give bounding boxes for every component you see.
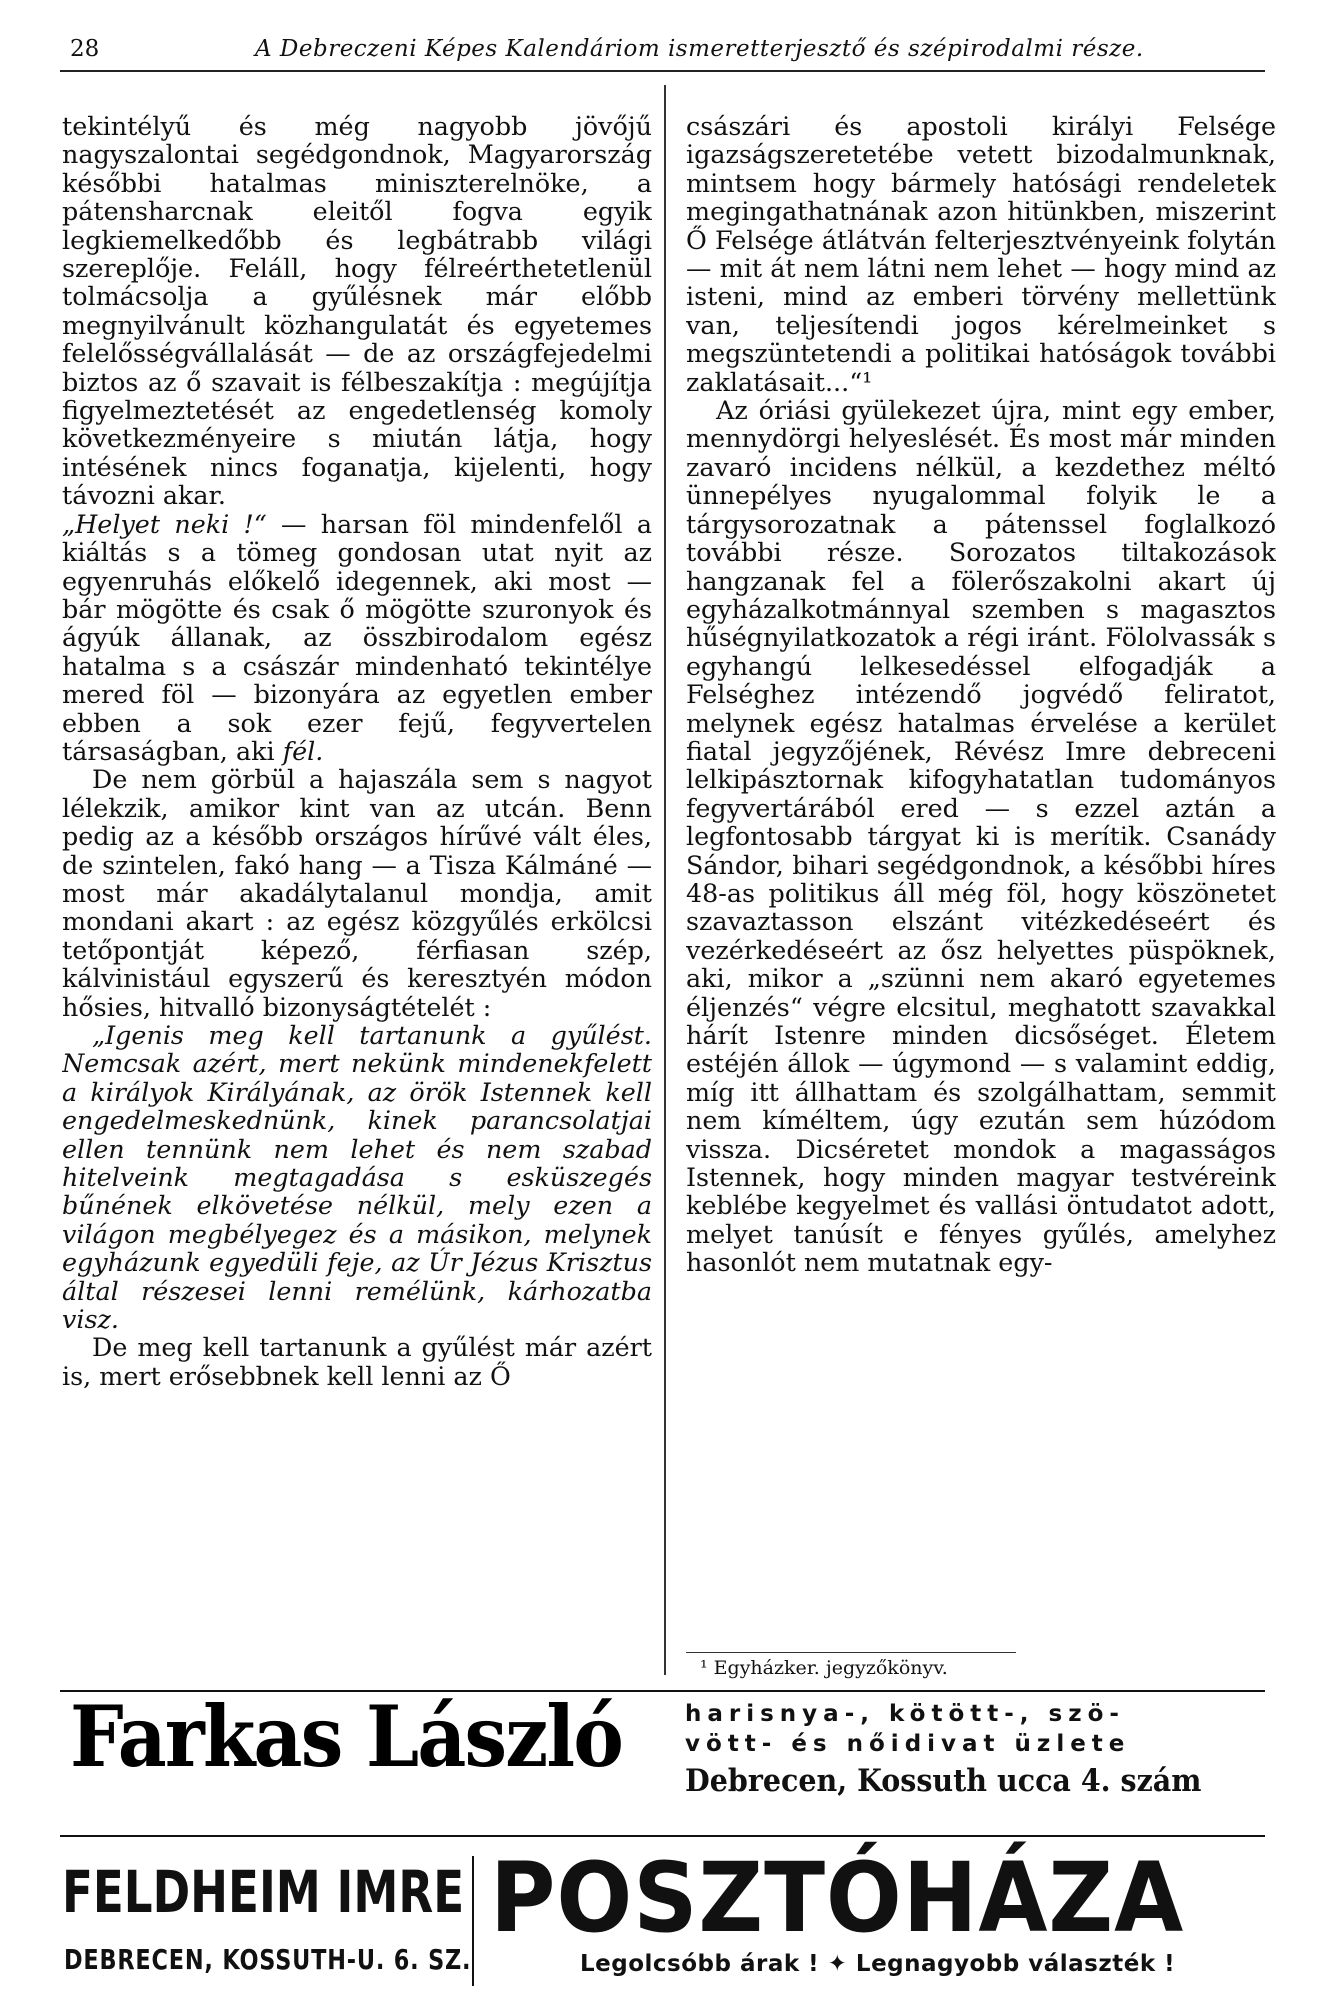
right-column: [686, 112, 1276, 1672]
feldheim-divider: [472, 1856, 474, 1986]
feldheim-name: FELDHEIM IMRE: [62, 1858, 465, 1926]
left-paragraph-1: tekintélyű és még nagyobb jövőjű nagyszalontai segédgondnok, Magyarország későbbi hatalmas miniszterelnöke, a pátensharcnak eleitől fogva egyik legkiemelkedőbb és legbátrabb világi szereplője. Feláll, hogy félreérthetetlenül tolmácsolja a gyűlésnek már előbb megnyilvánult közhangulatát és egyetemes felelősségvállalását — de az országfejedelmi biztos az ő szavait is félbeszakítja : megújítja figyelmeztetését az engedetlenség komoly következményeire s miután látja, hogy intésének nincs foganatja, kijelenti, hogy távozni akar.: [62, 112, 652, 511]
footnote: ¹ Egyházker. jegyzőkönyv.: [700, 1657, 948, 1679]
left-paragraph-2: [62, 510, 652, 766]
farkas-shop-line-2: vött- és nőidivat üzlete: [685, 1731, 1131, 1757]
footnote-rule: [686, 1652, 1016, 1653]
running-title: A Debreczeni Képes Kalendáriom ismeretterjesztő és szépirodalmi része.: [255, 36, 1144, 62]
posztohaza-title: POSZTÓHÁZA: [490, 1842, 1185, 1954]
farkas-address: Debrecen, Kossuth ucca 4. szám: [685, 1763, 1202, 1799]
tisza-quote: „Igenis meg kell tartanunk a gyűlést. Nemcsak azért, mert nekünk mindenekfelett a királyok Királyának, az örök Istennek kell engedelmeskednünk, kinek parancsolatjai ellen tennünk nem lehet és nem szabad hitelveink megtagadása s esküszegés bűnének elkövetése nélkül, mely ezen a világon megbélyegez és a másikon, melynek egyházunk egyedüli feje, az Úr Jézus Krisztus által részesei lenni remélünk, kárhozatba visz.: [62, 1020, 652, 1335]
left-paragraph-2-text: harsan föl mindenfelől a kiáltás s a tömeg gondosan utat nyit az egyenruhás előkelő idegennek, aki most — bár mögötte és csak ő mögötte szuronyok és ágyúk állanak, az összbirodalom egész hatalma s a császár mindenható tekintélye mered föl — bizonyára az egyetlen ember ebben a sok ezer fejű, fegyvertelen társaságban, aki: [62, 508, 652, 766]
final-word: fél.: [282, 735, 324, 766]
posztohaza-slogan: Legolcsóbb árak ! ✦ Legnagyobb választék !: [580, 1951, 1176, 1977]
left-column: [62, 112, 652, 1672]
farkas-logo: Farkas László: [70, 1687, 622, 1786]
column-rule: [664, 85, 666, 1675]
farkas-shop-line-1: harisnya-, kötött-, szö-: [685, 1701, 1125, 1727]
right-paragraph-1: császári és apostoli királyi Felsége igazságszeretetébe vetett bizodalmunknak, mintsem hogy bármely hatósági rendeletek megingathatnának azon hitünkben, miszerint Ő Felsége átlátván felterjesztvényeink folytán — mit át nem látni nem lehet — hogy mind az isteni, mind az emberi törvény mellettünk van, teljesítendi jogos kérelmeinket s megszüntetendi a politikai hatóságok további zaklatásait...“¹: [686, 112, 1276, 397]
right-paragraph-2: Az óriási gyülekezet újra, mint egy ember, mennydörgi helyeslését. És most már minden zavaró incidens nélkül, a kezdethez méltó ünnepélyes nyugalommal folyik le a tárgysorozatnak a pátenssel foglalkozó további része. Sorozatos tiltakozások hangzanak fel a fölerőszakolni akart új egyházalkotmánnyal szemben s magasztos hűségnyilatkozatok a régi iránt. Fölolvassák s egyhangú lelkesedéssel elfogadják a Felséghez intézendő jogvédő feliratot, melynek egész hatalmas érvelése a kerület fiatal jegyzőjének, Révész Imre debreceni lelkipásztornak kifogyhatatlan tudományos fegyvertárából ered — s ezzel aztán a legfontosabb tárgyat ki is merítik. Csanády Sándor, bihari segédgondnok, a későbbi híres 48-as politikus áll még föl, hogy köszönetet szavaztasson elszánt vitézkedéseért és vezérkedéseért az ősz helyettes püspöknek, aki, mikor a „szünni nem akaró egyetemes éljenzés“ végre elcsitul, meghatott szavakkal hárít Istenre minden dicsőséget. Életem estéjén állok — úgymond — s valamint eddig, míg itt állhattam és szolgálhattam, semmit nem kíméltem, úgy ezután sem húzódom vissza. Dicséretet mondok a magasságos Istennek, hogy minden magyar testvéreink keblébe kegyelmet és vallási öntudatot adott, melyet tanúsít e fényes gyűlés, amelyhez hasonlót nem mutatnak egy-: [686, 395, 1276, 1278]
page-number: 28: [70, 36, 100, 62]
feldheim-address: DEBRECEN, KOSSUTH-U. 6. SZ.: [64, 1943, 472, 1976]
feldheim-advert: [60, 1842, 1265, 1988]
left-paragraph-5: De meg kell tartanunk a gyűlést már azért is, mert erősebbnek kell lenni az Ő: [62, 1332, 652, 1391]
running-head: [60, 30, 1265, 72]
shout-quote: „Helyet neki !“ —: [62, 508, 307, 539]
farkas-advert: [60, 1687, 1265, 1815]
ad-middle-rule: [60, 1835, 1265, 1837]
left-paragraph-3: De nem görbül a hajaszála sem s nagyot lélekzik, amikor kint van az utcán. Benn pedig az a később országos hírűvé vált éles, de szintelen, fakó hang — a Tisza Kálmáné — most már akadálytalanul mondja, amit mondani akart : az egész közgyűlés erkölcsi tetőpontját képező, férfiasan szép, kálvinistául egyszerű és keresztyén módon hősies, hitvalló bizonyságtételét :: [62, 764, 652, 1022]
